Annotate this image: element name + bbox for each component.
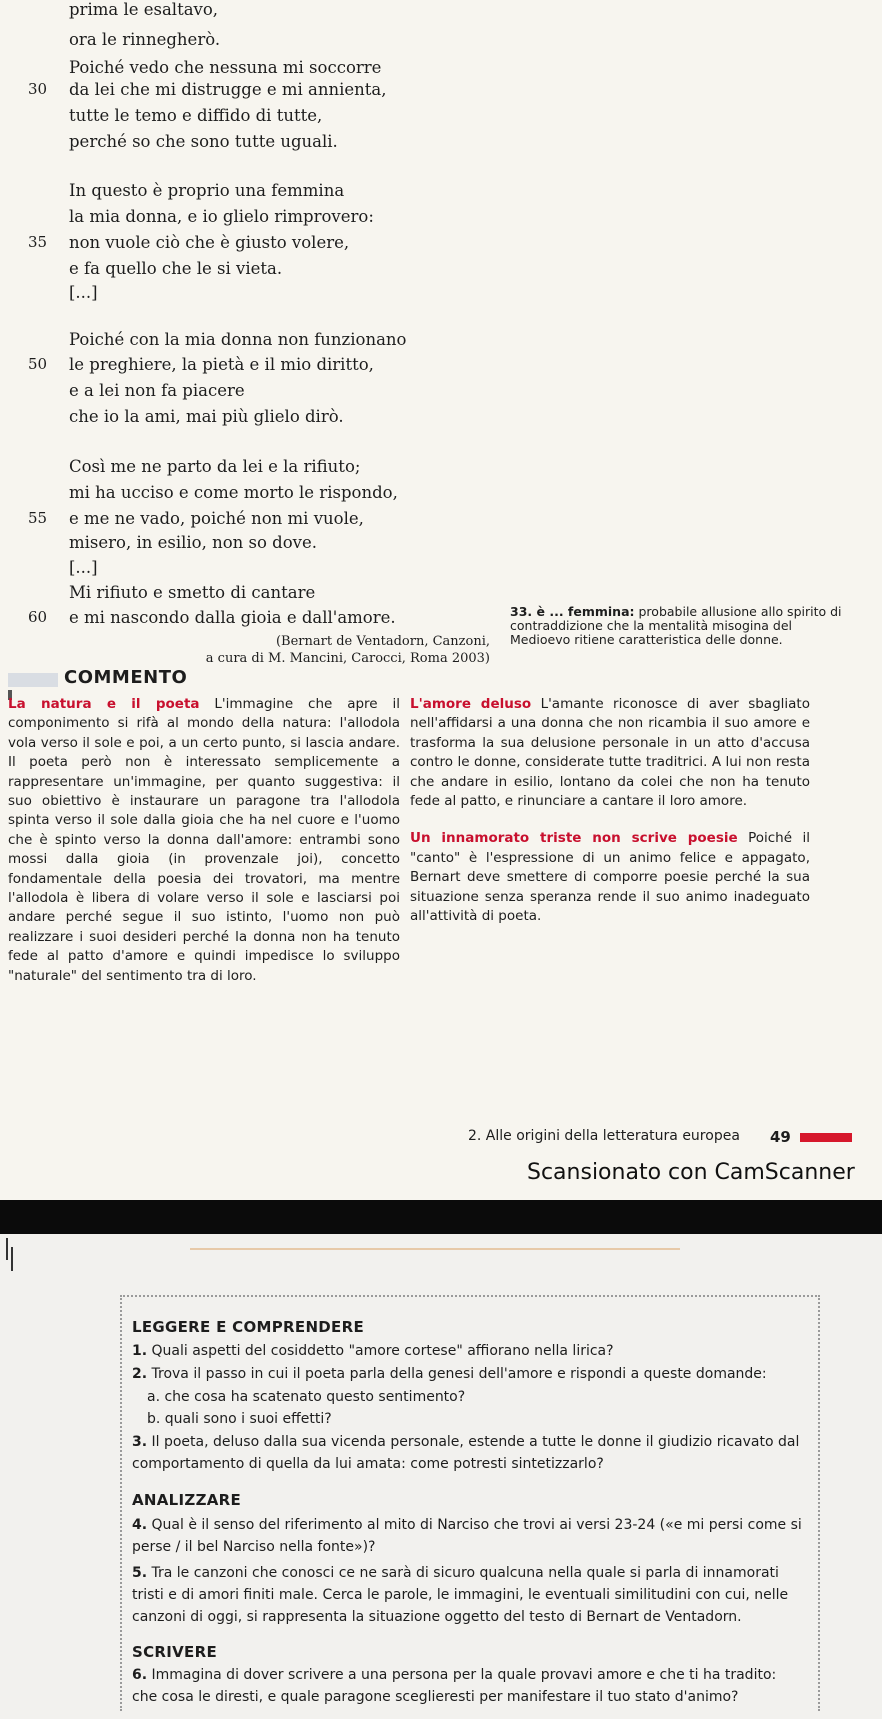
- decorative-line: [190, 1248, 680, 1250]
- comment-paragraph: [410, 829, 810, 926]
- comment-paragraph: [410, 695, 810, 811]
- line-number: 30: [28, 80, 48, 98]
- question-number: 5.: [132, 1565, 148, 1581]
- margin-mark: [11, 1247, 13, 1271]
- question-2b: b. quali sono i suoi effetti?: [147, 1411, 332, 1427]
- question-number: 2.: [132, 1366, 148, 1382]
- poem-line: Poiché con la mia donna non funzionano: [69, 330, 407, 349]
- poem-line: da lei che mi distrugge e mi annienta,: [69, 80, 387, 99]
- question-text: Tra le canzoni che conosci ce ne sarà di sicuro qualcuna nella quale si parla di innamorati tristi e di amori finiti male. Cerca le parole, le immagini, le eventuali similitudini con cui, nelle canzoni di oggi, si rappresenta la situazione oggetto del testo di Bernart de Ventadorn.: [132, 1565, 789, 1625]
- question-6: [132, 1664, 802, 1708]
- question-text: Quali aspetti del cosiddetto "amore cortese" affiorano nella lirica?: [151, 1343, 614, 1359]
- question-4: [132, 1514, 802, 1558]
- paragraph-text: L'immagine che apre il componimento si rifà al mondo della natura: l'allodola vola verso il sole e poi, a un certo punto, si lascia andare. Il poeta però non è interessato semplicemente a rappresentare un'immagine, per quanto suggestiva: il suo obiettivo è instaurare un paragone tra l'allodola spinta verso il sole dalla gioia che ha nel cuore e l'uomo che è spinto verso la donna dall'amore: entrambi sono mossi dalla gioia (in provenzale joi), concetto fondamentale della poesia dei trovatori, ma mentre l'allodola è libera di volare verso il sole e lasciarsi poi andare perché segue il suo istinto, l'uomo non può realizzare i suoi desideri perché la donna non ha tenuto fede al patto d'amore e quindi impedisce lo sviluppo "naturale" del sentimento tra di loro.: [8, 696, 400, 984]
- question-1: [132, 1340, 802, 1362]
- footnote-text: probabile allusione allo spirito di contraddizione che la mentalità misogina del Medioevo ritiene caratteristica delle donne.: [510, 604, 842, 647]
- chapter-title: 2. Alle origini della letteratura europea: [468, 1128, 740, 1144]
- margin-mark: [6, 1238, 8, 1260]
- question-text: Trova il passo in cui il poeta parla della genesi dell'amore e rispondi a queste domande:: [151, 1366, 767, 1382]
- line-number: 50: [28, 355, 48, 373]
- poem-line: Poiché vedo che nessuna mi soccorre: [69, 58, 382, 77]
- poem-line: In questo è proprio una femmina: [69, 181, 345, 200]
- question-5: [132, 1562, 802, 1628]
- line-number: 35: [28, 233, 48, 251]
- poem-line: mi ha ucciso e come morto le rispondo,: [69, 483, 398, 502]
- comment-title: COMMENTO: [64, 667, 188, 688]
- footnote-label: 33. è ... femmina:: [510, 604, 635, 619]
- comment-header-bar: [8, 673, 58, 687]
- question-2: [132, 1363, 802, 1385]
- line-number: 55: [28, 509, 48, 527]
- poem-source: [150, 633, 490, 667]
- comment-left-column: [8, 695, 400, 994]
- poem-line: la mia donna, e io glielo rimprovero:: [69, 207, 374, 226]
- footnote-33: [510, 605, 850, 647]
- question-number: 1.: [132, 1343, 148, 1359]
- question-3: [132, 1431, 802, 1475]
- poem-line: e a lei non fa piacere: [69, 381, 245, 400]
- poem-line: [...]: [69, 558, 98, 577]
- section-title-leggere: LEGGERE E COMPRENDERE: [132, 1318, 364, 1336]
- source-line-2: a cura di M. Mancini, Carocci, Roma 2003): [205, 651, 490, 666]
- section-title-scrivere: SCRIVERE: [132, 1643, 217, 1661]
- poem-line: tutte le temo e diffido di tutte,: [69, 106, 323, 125]
- poem-line: che io la ami, mai più glielo dirò.: [69, 407, 344, 426]
- comment-paragraph: [8, 695, 400, 986]
- source-line-1: (Bernart de Ventadorn, Canzoni,: [275, 634, 490, 649]
- paragraph-text: L'amante riconosce di aver sbagliato nell'affidarsi a una donna che non ricambia il suo amore e trasforma la sua delusione personale in un atto d'accusa contro le donne, considerate tutte traditrici. A lui non resta che andare in esilio, lontano da colei che non ha tenuto fede al patto, e rinunciare a cantare il loro amore.: [410, 696, 810, 810]
- poem-line: ora le rinnegherò.: [69, 30, 221, 49]
- section-title-analizzare: ANALIZZARE: [132, 1491, 242, 1509]
- question-2a: a. che cosa ha scatenato questo sentimento?: [147, 1389, 466, 1405]
- paragraph-text: Poiché il "canto" è l'espressione di un animo felice e appagato, Bernart deve smettere di comporre poesie perché la sua situazione senza speranza rende il suo animo inadeguato all'attività di poeta.: [410, 830, 810, 925]
- question-number: 4.: [132, 1517, 148, 1533]
- poem-line: prima le esaltavo,: [69, 0, 219, 19]
- paragraph-lead: Un innamorato triste non scrive poesie: [410, 830, 738, 847]
- poem-line: misero, in esilio, non so dove.: [69, 533, 318, 552]
- scan-separator: [0, 1200, 882, 1234]
- poem-line: non vuole ciò che è giusto volere,: [69, 233, 350, 252]
- poem-line: [...]: [69, 283, 98, 302]
- page-accent-bar: [800, 1133, 852, 1142]
- poem-line: e me ne vado, poiché non mi vuole,: [69, 509, 364, 528]
- page-number: 49: [770, 1128, 791, 1146]
- question-number: 3.: [132, 1434, 148, 1450]
- question-text: Il poeta, deluso dalla sua vicenda personale, estende a tutte le donne il giudizio ricavato dal comportamento di quella da lui amata: come potresti sintetizzarlo?: [132, 1434, 800, 1472]
- poem-line: e fa quello che le si vieta.: [69, 259, 283, 278]
- question-text: Qual è il senso del riferimento al mito di Narciso che trovi ai versi 23-24 («e mi persi come si perse / il bel Narciso nella fonte»)?: [132, 1517, 802, 1555]
- paragraph-lead: L'amore deluso: [410, 696, 532, 712]
- poem-line: e mi nascondo dalla gioia e dall'amore.: [69, 608, 396, 627]
- line-number: 60: [28, 608, 48, 626]
- poem-line: perché so che sono tutte uguali.: [69, 132, 338, 151]
- poem-line: Così me ne parto da lei e la rifiuto;: [69, 457, 361, 476]
- poem-line: le preghiere, la pietà e il mio diritto,: [69, 355, 374, 374]
- paragraph-lead: La natura e il poeta: [8, 696, 200, 712]
- comment-right-column: [410, 695, 810, 934]
- question-number: 6.: [132, 1667, 148, 1683]
- question-text: Immagina di dover scrivere a una persona per la quale provavi amore e che ti ha tradito: che cosa le diresti, e quale paragone sceglieresti per manifestare il tuo stato d'animo?: [132, 1667, 777, 1705]
- scanner-watermark: Scansionato con CamScanner: [527, 1160, 855, 1185]
- poem-line: Mi rifiuto e smetto di cantare: [69, 583, 316, 602]
